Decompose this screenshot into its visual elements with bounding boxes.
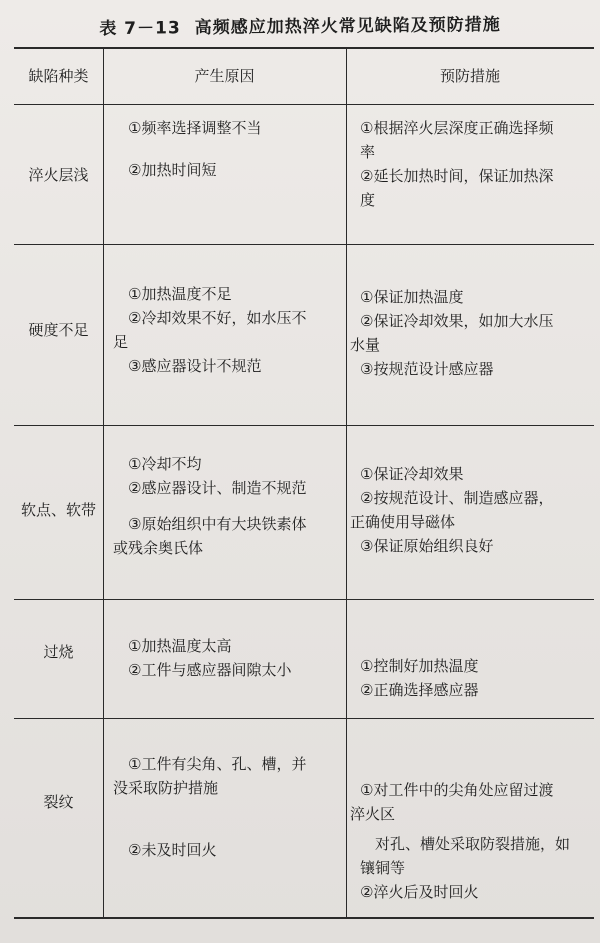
measure-cell (350, 778, 590, 904)
measure-line: 度 (360, 191, 376, 209)
cause-line: ②未及时回火 (128, 841, 217, 859)
cause-line: ①频率选择调整不当 (128, 119, 262, 137)
cause-line: ②加热时间短 (128, 161, 217, 179)
measure-line: ①控制好加热温度 (360, 657, 479, 675)
cause-line: ②感应器设计、制造不规范 (128, 479, 307, 497)
measure-line: ②保证冷却效果，如加大水压 (360, 312, 554, 330)
defect-category: 软点、软带 (20, 501, 96, 519)
header-defect-type: 缺陷种类 (28, 67, 89, 85)
cause-line: ②冷却效果不好，如水压不 (128, 309, 307, 327)
measure-line: ①根据淬火层深度正确选择频 (360, 119, 554, 137)
cause-cell (128, 634, 343, 682)
cause-line: ③原始组织中有大块铁素体 (128, 515, 307, 533)
cause-line: ①冷却不均 (128, 455, 202, 473)
cause-cell (113, 752, 343, 862)
measure-line: ②按规范设计、制造感应器， (360, 489, 554, 507)
header-cause: 产生原因 (194, 67, 255, 85)
top-rule (14, 47, 594, 49)
defect-category: 淬火层浅 (28, 166, 89, 184)
defect-category: 过烧 (43, 643, 74, 661)
row-divider (14, 718, 594, 719)
table-caption (0, 9, 600, 40)
cause-line: 或残余奥氏体 (113, 539, 204, 557)
cause-line: ①加热温度太高 (128, 637, 232, 655)
cause-line: 没采取防护措施 (113, 779, 219, 797)
measure-line: 镶铜等 (360, 859, 406, 877)
cause-line: ①加热温度不足 (128, 285, 232, 303)
measure-cell (350, 462, 590, 558)
column-divider (346, 47, 347, 919)
bottom-rule (14, 917, 594, 919)
measure-line: 正确使用导磁体 (350, 513, 456, 531)
cause-line: ①工件有尖角、孔、槽，并 (128, 755, 307, 773)
measure-line: ②延长加热时间，保证加热深 (360, 167, 554, 185)
measure-cell (360, 654, 590, 702)
defect-category: 硬度不足 (28, 321, 89, 339)
cause-line: 足 (113, 333, 129, 351)
measure-line: ①对工件中的尖角处应留过渡 (360, 781, 554, 799)
cause-cell (113, 452, 343, 560)
measure-line: ③保证原始组织良好 (360, 537, 494, 555)
measure-line: ②淬火后及时回火 (360, 883, 479, 901)
measure-line: 率 (360, 143, 376, 161)
measure-line: 水量 (350, 336, 381, 354)
measure-line: ②正确选择感应器 (360, 681, 479, 699)
cause-line: ②工件与感应器间隙太小 (128, 661, 292, 679)
header-prevention: 预防措施 (439, 67, 500, 85)
row-divider (14, 425, 594, 426)
measure-cell (360, 116, 590, 212)
measure-line: ①保证冷却效果 (360, 465, 464, 483)
measure-cell (350, 285, 590, 381)
cause-cell (128, 116, 338, 182)
table-title: 高频感应加热淬火常见缺陷及预防措施 (194, 14, 501, 39)
row-divider (14, 599, 594, 600)
cause-cell (113, 282, 343, 378)
measure-line: ③按规范设计感应器 (360, 360, 494, 378)
measure-line: 对孔、槽处采取防裂措施，如 (375, 835, 571, 853)
measure-line: ①保证加热温度 (360, 288, 464, 306)
column-divider (103, 47, 104, 919)
measure-line: 淬火区 (350, 805, 396, 823)
row-divider (14, 244, 594, 245)
defect-category: 裂纹 (43, 793, 74, 811)
table-number: 表 7－13 (99, 18, 181, 40)
cause-line: ③感应器设计不规范 (128, 357, 262, 375)
header-rule (14, 104, 594, 105)
